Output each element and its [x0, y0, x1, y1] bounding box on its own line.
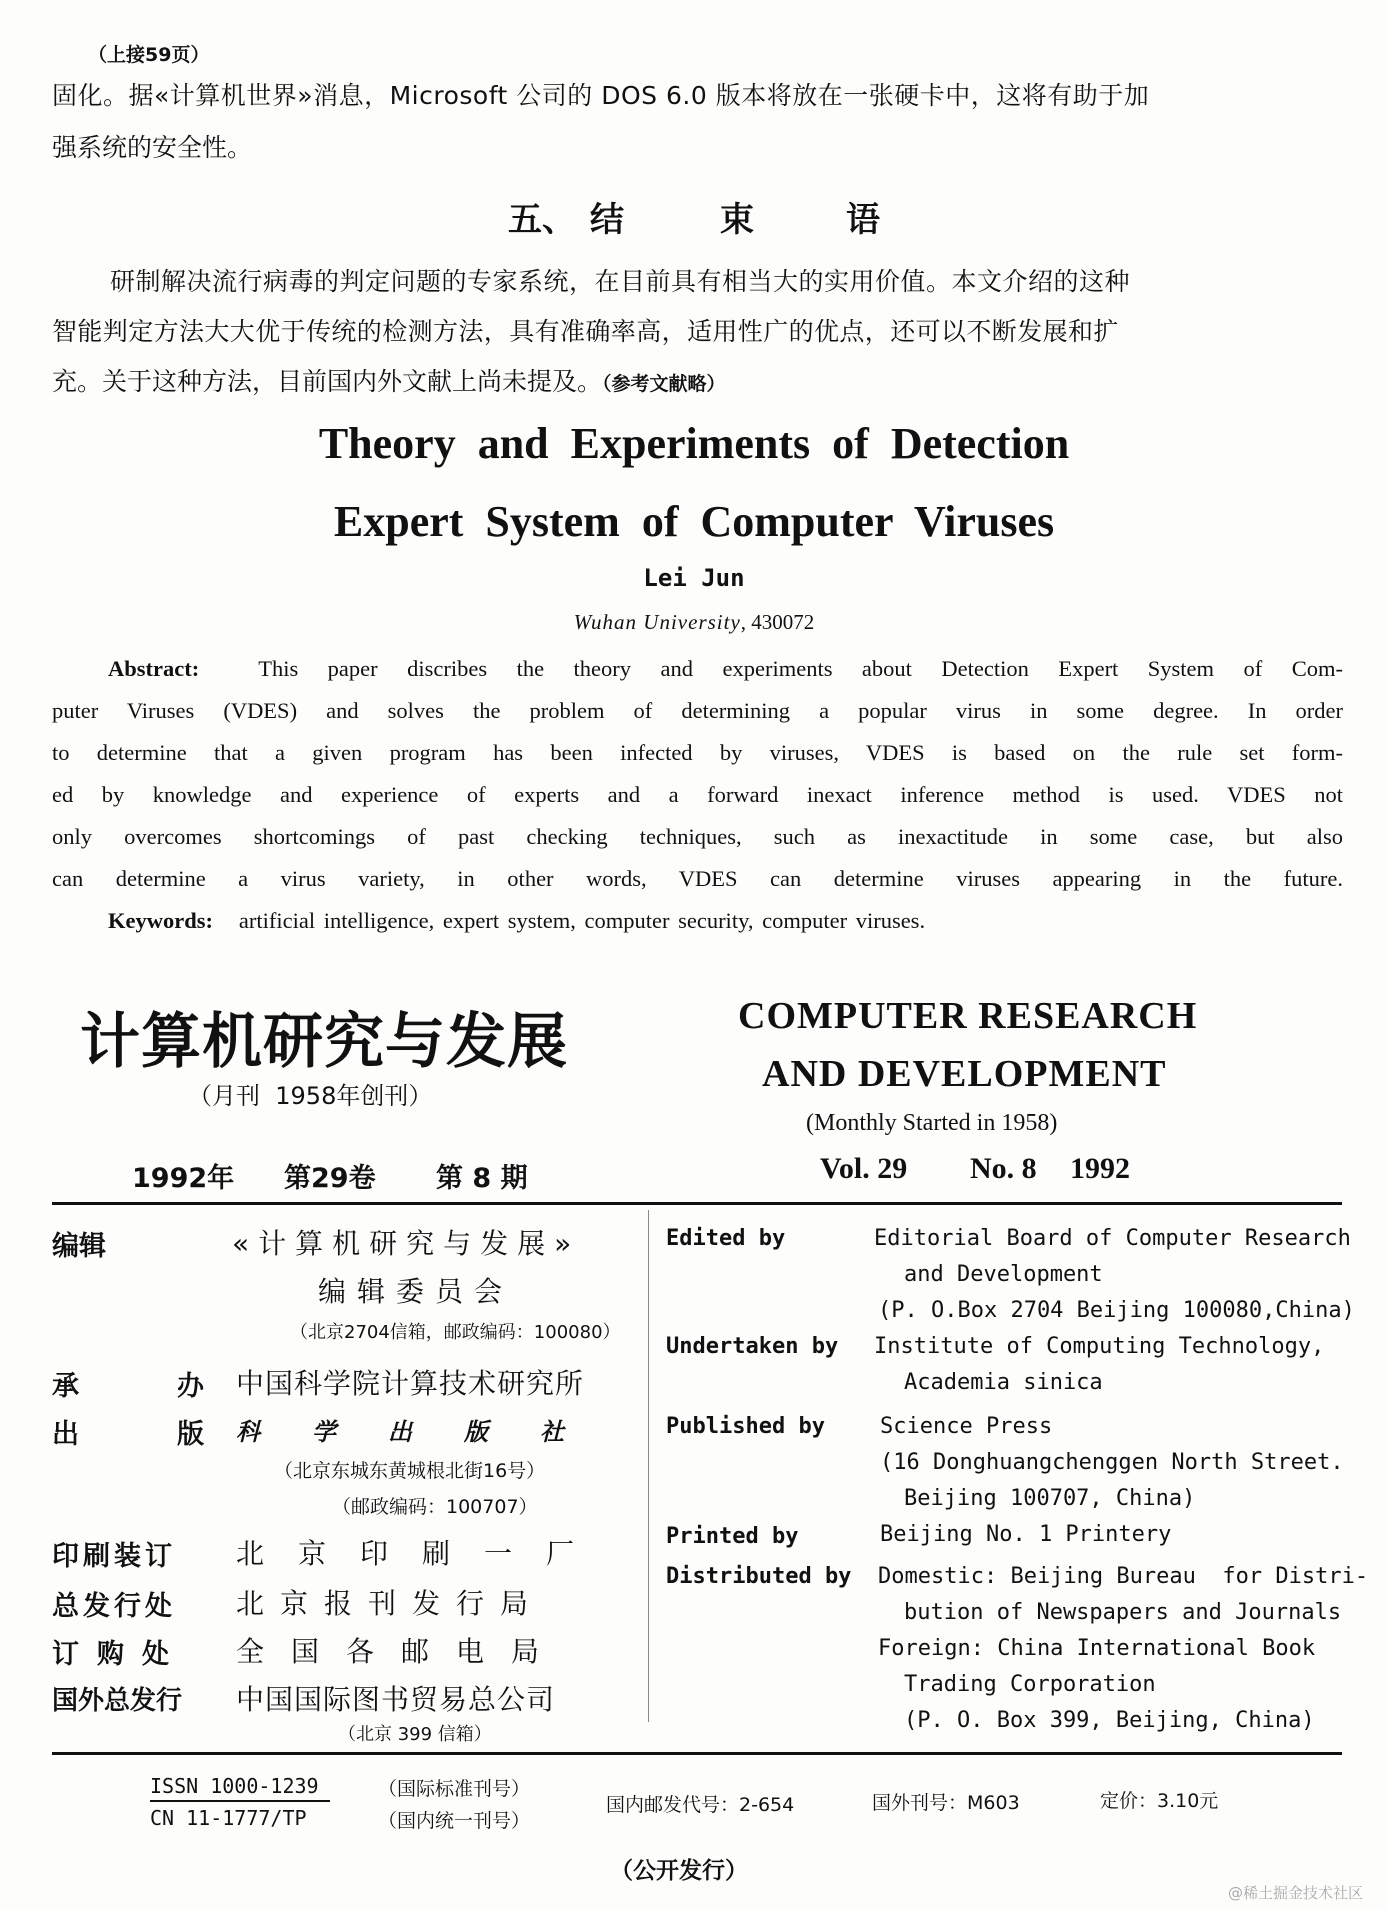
distributor-name: 北京报刊发行局 — [236, 1587, 545, 1620]
postal-code: 国内邮发代号：2-654 — [606, 1794, 795, 1816]
issue-year-en: 1992 — [1070, 1152, 1130, 1185]
edited-by-line: and Development — [904, 1262, 1103, 1287]
issn-note: （国际标准刊号） — [378, 1778, 531, 1800]
published-by-line: Beijing 100707, China) — [904, 1486, 1196, 1511]
body-line: 强系统的安全性。 — [52, 133, 253, 162]
abstract-line: only overcomes shortcomings of past checking techniques, such as inexactitude in some case, but also — [52, 824, 1343, 849]
edited-by-line: Editorial Board of Computer Research — [874, 1226, 1351, 1251]
distributed-by-line: Domestic: Beijing Bureau for Distri- — [878, 1564, 1369, 1589]
masthead-rule — [52, 1202, 1342, 1205]
issn-divider — [150, 1800, 330, 1802]
body-line: 充。关于这种方法，目前国内外文献上尚未提及。（参考文献略） — [52, 367, 726, 396]
foreign-distributor-name: 中国国际图书贸易总公司 — [236, 1683, 556, 1716]
body-line: 智能判定方法大大优于传统的检测方法，具有准确率高，适用性广的优点，还可以不断发展和扩 — [52, 317, 1119, 346]
editor-address: （北京2704信箱，邮政编码：100080） — [290, 1322, 621, 1343]
section-char: 语 — [846, 200, 880, 240]
cn-note: （国内统一刊号） — [378, 1810, 531, 1832]
abstract-line: puter Viruses (VDES) and solves the problem of determining a popular virus in some degree. In order — [52, 698, 1343, 723]
editor-name: «计算机研究与发展» — [232, 1227, 581, 1260]
subscription-label: 订购处 — [52, 1639, 187, 1670]
edited-by-label: Edited by — [666, 1226, 786, 1251]
continued-note: （上接59页） — [88, 44, 210, 66]
body-line: 研制解决流行病毒的判定问题的专家系统，在目前具有相当大的实用价值。本文介绍的这种 — [110, 267, 1131, 296]
foreign-distributor-address: （北京 399 信箱） — [338, 1724, 492, 1745]
section-char: 结 — [590, 200, 624, 240]
journal-title-en-line1: COMPUTER RESEARCH — [738, 995, 1198, 1037]
references-note: （参考文献略） — [602, 373, 726, 395]
published-by-label: Published by — [666, 1414, 825, 1439]
issn-number: ISSN 1000-1239 — [150, 1774, 319, 1798]
printed-by-label: Printed by — [666, 1524, 799, 1549]
journal-title-cn: 计算机研究与发展 — [80, 1007, 568, 1077]
footer-rule — [52, 1752, 1342, 1755]
issue-volume-cn: 第29卷 — [284, 1163, 376, 1194]
distributed-by-line: Trading Corporation — [904, 1672, 1156, 1697]
undertaker-name: 中国科学院计算技术研究所 — [236, 1367, 585, 1400]
section-heading — [508, 192, 880, 241]
issue-year-cn: 1992年 — [132, 1163, 235, 1194]
distributed-by-label: Distributed by — [666, 1564, 852, 1589]
paper-title-line2: Expert System of Computer Viruses — [333, 497, 1055, 546]
journal-title-en-line2: AND DEVELOPMENT — [762, 1053, 1167, 1095]
printer-name: 北京印刷一厂 — [236, 1537, 609, 1570]
publisher-postcode: （邮政编码：100707） — [332, 1496, 538, 1518]
keywords-label: Keywords: — [108, 908, 213, 933]
undertaken-by-line: Academia sinica — [904, 1370, 1103, 1395]
abstract-label: Abstract: — [108, 656, 200, 681]
keywords-line: Keywords: artificial intelligence, expert system, computer security, computer viruses. — [108, 908, 926, 933]
paper-title-line1: Theory and Experiments of Detection — [318, 419, 1070, 468]
printer-label: 印刷装订 — [52, 1541, 176, 1572]
abstract-line: Abstract: This paper discribes the theory and experiments about Detection Expert System of Com- — [108, 656, 1344, 681]
affiliation-code: , 430072 — [740, 610, 815, 634]
issue-volume-en: Vol. 29 — [820, 1152, 908, 1185]
public-note: （公开发行） — [610, 1858, 748, 1884]
journal-subtitle-en: (Monthly Started in 1958) — [806, 1110, 1058, 1136]
foreign-distributor-label: 国外总发行 — [52, 1686, 183, 1716]
issue-number-cn: 第 8 期 — [436, 1163, 528, 1194]
edited-by-line: (P. O.Box 2704 Beijing 100080,China) — [878, 1298, 1355, 1323]
publisher-address: （北京东城东黄城根北街16号） — [274, 1460, 546, 1482]
watermark: @稀土掘金技术社区 — [1228, 1884, 1364, 1902]
published-by-line: Science Press — [880, 1414, 1053, 1439]
foreign-code: 国外刊号：M603 — [872, 1792, 1020, 1814]
issue-info-en — [820, 1152, 1130, 1186]
cn-number: CN 11-1777/TP — [150, 1806, 307, 1830]
published-by-line: (16 Donghuangchenggen North Street. — [880, 1450, 1344, 1475]
paper-author: Lei Jun — [643, 564, 745, 592]
price: 定价：3.10元 — [1100, 1790, 1219, 1812]
body-line: 固化。据«计算机世界»消息，Microsoft 公司的 DOS 6.0 版本将放在一张硬卡中，这将有助于加 — [52, 81, 1150, 110]
distributed-by-line: Foreign: China International Book — [878, 1636, 1316, 1661]
editor-committee: 编辑委员会 — [318, 1275, 514, 1308]
undertaken-by-line: Institute of Computing Technology, — [874, 1334, 1325, 1359]
issue-number-en: No. 8 — [970, 1152, 1037, 1185]
abstract-line: can determine a virus variety, in other words, VDES can determine viruses appearing in the future. — [52, 866, 1343, 891]
abstract-line: ed by knowledge and experience of experts and a forward inexact inference method is used. VDES not — [52, 782, 1343, 807]
paper-affiliation — [0, 610, 1388, 635]
subscription-name: 全国各邮电局 — [236, 1635, 567, 1668]
undertaken-by-label: Undertaken by — [666, 1334, 839, 1359]
printed-by-line: Beijing No. 1 Printery — [880, 1522, 1172, 1547]
column-divider — [648, 1210, 649, 1722]
distributed-by-line: (P. O. Box 399, Beijing, China) — [904, 1708, 1315, 1733]
publisher-label: 出版 — [52, 1419, 302, 1450]
section-number: 五、 — [508, 200, 576, 240]
abstract-line: to determine that a given program has been infected by viruses, VDES is based on the rule set form- — [52, 740, 1343, 765]
affiliation-name: Wuhan University — [573, 610, 741, 634]
editor-label: 编辑 — [52, 1231, 106, 1262]
distributor-label: 总发行处 — [52, 1591, 176, 1622]
publisher-name: 科学出版社 — [236, 1418, 616, 1446]
distributed-by-line: bution of Newspapers and Journals — [904, 1600, 1342, 1625]
undertaker-label: 承办 — [52, 1371, 302, 1402]
journal-subtitle-cn: （月刊 1958年创刊） — [188, 1082, 433, 1110]
section-char: 束 — [720, 200, 754, 240]
